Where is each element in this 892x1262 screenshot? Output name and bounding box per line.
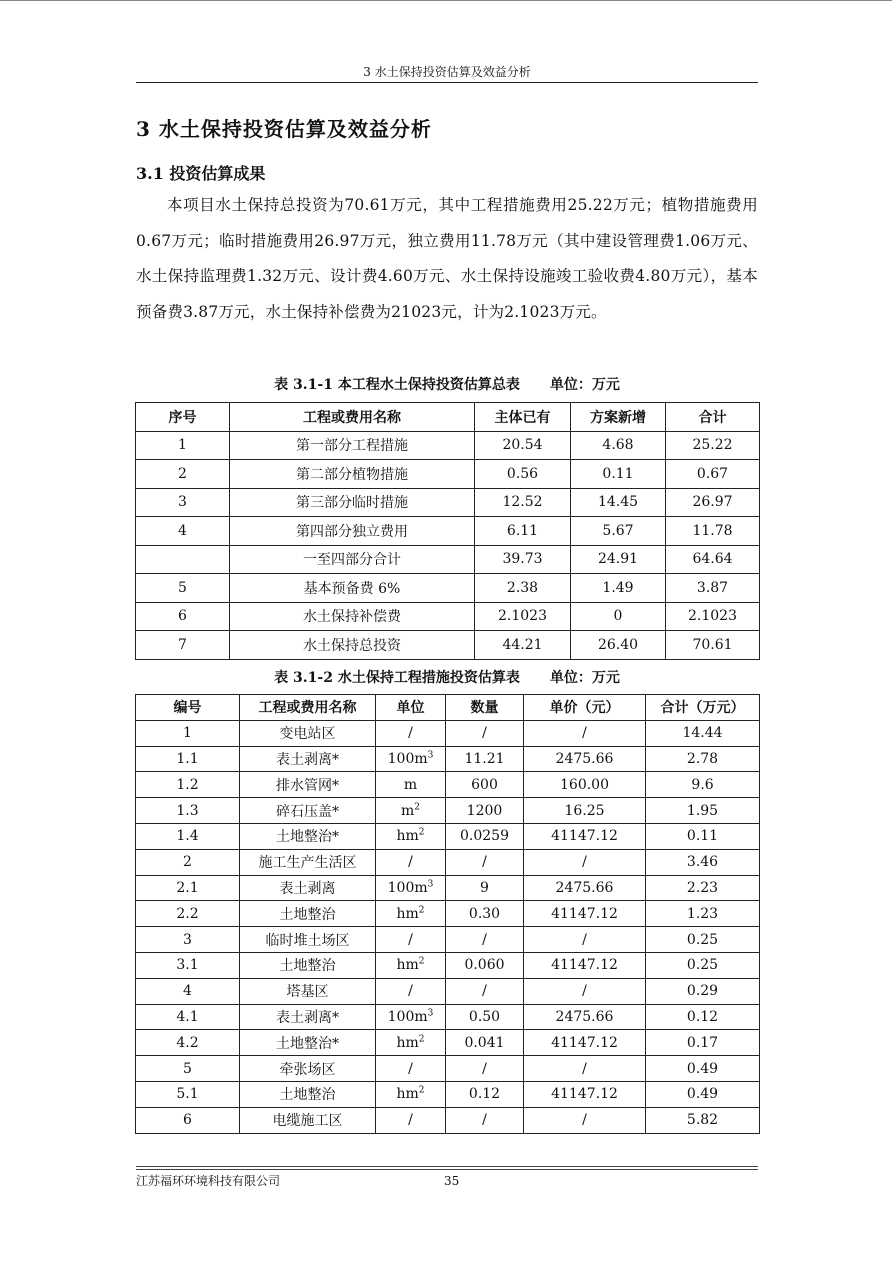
table-cell: 土地整治*: [240, 823, 376, 849]
table-cell: 160.00: [524, 772, 646, 798]
table-row: [136, 849, 760, 875]
table-cell: 600: [446, 772, 524, 798]
table-row: [136, 574, 760, 603]
table-cell: 0.12: [446, 1081, 524, 1107]
table-cell: 2: [136, 849, 240, 875]
table-cell: 0.0259: [446, 823, 524, 849]
col-header: 方案新增: [571, 403, 666, 432]
table-cell: 5.67: [571, 517, 666, 546]
table-cell: 施工生产生活区: [240, 849, 376, 875]
unit-text: hm: [396, 828, 419, 845]
footer-company: 江苏福环环境科技有限公司: [136, 1174, 281, 1188]
col-header: 数量: [446, 695, 524, 721]
table-row: [136, 746, 760, 772]
table-cell: [376, 849, 446, 875]
table-cell: 基本预备费 6%: [230, 574, 475, 603]
table-cell: 0.060: [446, 952, 524, 978]
table-cell: 5.82: [646, 1107, 760, 1133]
table-row: [136, 1081, 760, 1107]
table-cell: /: [524, 720, 646, 746]
table-cell: 0.12: [646, 1004, 760, 1030]
table-cell: 1.3: [136, 798, 240, 824]
table-cell: 0: [571, 602, 666, 631]
table-cell: 41147.12: [524, 1030, 646, 1056]
unit-exponent: 3: [427, 750, 434, 761]
col-header: 工程或费用名称: [240, 695, 376, 721]
col-header: 单位: [376, 695, 446, 721]
table-row: [136, 720, 760, 746]
table-cell: 14.45: [571, 488, 666, 517]
table-cell: 5.1: [136, 1081, 240, 1107]
unit-text: /: [408, 983, 413, 1000]
table-cell: /: [524, 849, 646, 875]
unit-exponent: 2: [414, 801, 420, 812]
page-number: 35: [444, 1174, 460, 1188]
table-row: [136, 602, 760, 631]
table-cell: 4.2: [136, 1030, 240, 1056]
table-cell: 0.17: [646, 1030, 760, 1056]
table-row: [136, 875, 760, 901]
table-cell: 1.95: [646, 798, 760, 824]
table-row: [136, 1056, 760, 1082]
table-cell: [376, 875, 446, 901]
unit-text: hm: [396, 957, 419, 974]
table-cell: /: [524, 978, 646, 1004]
table-cell: /: [446, 978, 524, 1004]
table-cell: 9: [446, 875, 524, 901]
table-cell: 表土剥离*: [240, 746, 376, 772]
table-cell: /: [524, 1056, 646, 1082]
table-cell: 1.4: [136, 823, 240, 849]
table-cell: 5: [136, 1056, 240, 1082]
chapter-title: 3 水土保持投资估算及效益分析: [136, 117, 432, 141]
table-cell: 土地整治: [240, 952, 376, 978]
unit-exponent: 2: [418, 956, 425, 967]
body-paragraph: 本项目水土保持总投资为70.61万元，其中工程措施费用25.22万元；植物措施费用0.67万元；临时措施费用26.97万元，独立费用11.78万元（其中建设管理费1.06万元、水土保持监理费1.32万元、设计费4.60万元、水土保持设施竣工验收费4.80万元），基本预备费3.87万元，水土保持补偿费为21023元，计为2.1023万元。: [136, 196, 758, 321]
table-cell: 表土剥离: [240, 875, 376, 901]
table-cell: 0.11: [571, 460, 666, 489]
table-cell: 0.25: [646, 952, 760, 978]
footer-rule: [136, 1166, 758, 1167]
table-cell: /: [446, 1107, 524, 1133]
table-cell: [376, 1081, 446, 1107]
table-cell: 20.54: [475, 431, 571, 460]
table-cell: 64.64: [666, 545, 760, 574]
unit-exponent: 3: [427, 1008, 434, 1019]
unit-text: /: [408, 725, 413, 742]
table-cell: 2.23: [646, 875, 760, 901]
table-cell: 3.1: [136, 952, 240, 978]
table-row: [136, 631, 760, 660]
table-cell: 0.67: [666, 460, 760, 489]
table-row: [136, 772, 760, 798]
table-cell: 2475.66: [524, 746, 646, 772]
table-cell: 土地整治: [240, 901, 376, 927]
col-header: 编号: [136, 695, 240, 721]
unit-text: /: [408, 854, 413, 871]
table-cell: 5: [136, 574, 230, 603]
table2-caption-title: 表 3.1-2 水土保持工程措施投资估算表: [274, 670, 520, 686]
table-cell: 39.73: [475, 545, 571, 574]
table-cell: [376, 1030, 446, 1056]
unit-exponent: 2: [418, 827, 425, 838]
table-cell: 3.87: [666, 574, 760, 603]
table-cell: 70.61: [666, 631, 760, 660]
table-cell: 水土保持补偿费: [230, 602, 475, 631]
table-cell: 2.1: [136, 875, 240, 901]
unit-text: /: [408, 1112, 413, 1129]
table-cell: 26.40: [571, 631, 666, 660]
unit-text: hm: [396, 905, 419, 922]
table-cell: 土地整治*: [240, 1030, 376, 1056]
table-cell: /: [446, 849, 524, 875]
table2-caption: [136, 669, 758, 687]
table-cell: 3.46: [646, 849, 760, 875]
table-row: [136, 517, 760, 546]
investment-summary-table: [135, 402, 760, 660]
table-cell: 0.30: [446, 901, 524, 927]
table-cell: 一至四部分合计: [230, 545, 475, 574]
table-cell: 9.6: [646, 772, 760, 798]
engineering-measures-table: [135, 694, 760, 1134]
table-cell: 25.22: [666, 431, 760, 460]
table-cell: 第三部分临时措施: [230, 488, 475, 517]
unit-text: hm: [396, 1034, 419, 1051]
table-cell: 0.25: [646, 927, 760, 953]
table-row: [136, 1107, 760, 1133]
table-row: [136, 488, 760, 517]
table-cell: 11.78: [666, 517, 760, 546]
table-cell: [376, 772, 446, 798]
table-cell: 1.1: [136, 746, 240, 772]
table-cell: [376, 901, 446, 927]
table-cell: 12.52: [475, 488, 571, 517]
table-row: [136, 901, 760, 927]
table-cell: 1200: [446, 798, 524, 824]
table-cell: 7: [136, 631, 230, 660]
table-cell: 第四部分独立费用: [230, 517, 475, 546]
table-cell: 1: [136, 431, 230, 460]
table-cell: 44.21: [475, 631, 571, 660]
table-cell: 0.49: [646, 1081, 760, 1107]
table-cell: 41147.12: [524, 952, 646, 978]
table-cell: 24.91: [571, 545, 666, 574]
table-cell: 26.97: [666, 488, 760, 517]
table-row: [136, 978, 760, 1004]
table-row: [136, 1030, 760, 1056]
table-cell: 0.29: [646, 978, 760, 1004]
col-header: 单价（元）: [524, 695, 646, 721]
table-cell: [376, 798, 446, 824]
table-cell: 土地整治: [240, 1081, 376, 1107]
table-cell: 2.1023: [475, 602, 571, 631]
table-cell: 16.25: [524, 798, 646, 824]
table-cell: 0.50: [446, 1004, 524, 1030]
table-cell: 1.49: [571, 574, 666, 603]
table-cell: 塔基区: [240, 978, 376, 1004]
table-cell: 1.23: [646, 901, 760, 927]
unit-text: m: [403, 776, 418, 793]
table-cell: 0.11: [646, 823, 760, 849]
table-cell: 表土剥离*: [240, 1004, 376, 1030]
table-cell: /: [446, 720, 524, 746]
table-cell: [376, 927, 446, 953]
table-row: [136, 927, 760, 953]
table-cell: 6.11: [475, 517, 571, 546]
table2-caption-unit: 单位：万元: [549, 670, 620, 686]
col-header: 合计（万元）: [646, 695, 760, 721]
table-cell: 电缆施工区: [240, 1107, 376, 1133]
table-cell: 4.68: [571, 431, 666, 460]
table-cell: 第一部分工程措施: [230, 431, 475, 460]
table-cell: /: [524, 1107, 646, 1133]
table-cell: [376, 746, 446, 772]
table-cell: 1.2: [136, 772, 240, 798]
table-cell: 临时堆土场区: [240, 927, 376, 953]
table-cell: [376, 1056, 446, 1082]
table-cell: [136, 545, 230, 574]
col-header: 序号: [136, 403, 230, 432]
table-cell: 排水管网*: [240, 772, 376, 798]
unit-exponent: 2: [418, 905, 425, 916]
unit-exponent: 2: [418, 1034, 425, 1045]
table-row: [136, 431, 760, 460]
table-cell: /: [446, 927, 524, 953]
table-cell: 牵张场区: [240, 1056, 376, 1082]
table-cell: /: [446, 1056, 524, 1082]
table-row: [136, 798, 760, 824]
table-cell: 41147.12: [524, 1081, 646, 1107]
table-cell: 2.1023: [666, 602, 760, 631]
table-cell: 0.041: [446, 1030, 524, 1056]
table-cell: 2475.66: [524, 875, 646, 901]
top-border: [0, 0, 892, 1]
table-cell: 14.44: [646, 720, 760, 746]
table-cell: [376, 1004, 446, 1030]
table-cell: 41147.12: [524, 901, 646, 927]
table-cell: 3: [136, 488, 230, 517]
table-cell: 3: [136, 927, 240, 953]
table-cell: [376, 978, 446, 1004]
table-cell: 4.1: [136, 1004, 240, 1030]
table1-caption-title: 表 3.1-1 本工程水土保持投资估算总表: [274, 377, 520, 393]
table-header-row: [136, 403, 760, 432]
table1-caption: [136, 376, 758, 394]
table-cell: 2.2: [136, 901, 240, 927]
table-cell: 2.38: [475, 574, 571, 603]
table-cell: 变电站区: [240, 720, 376, 746]
table-cell: 2.78: [646, 746, 760, 772]
table-cell: 6: [136, 602, 230, 631]
running-header: 3 水土保持投资估算及效益分析: [363, 65, 531, 79]
col-header: 主体已有: [475, 403, 571, 432]
unit-text: hm: [396, 1086, 419, 1103]
table-row: [136, 1004, 760, 1030]
table-cell: 0.56: [475, 460, 571, 489]
unit-text: 100m: [387, 1008, 428, 1025]
table-cell: 2: [136, 460, 230, 489]
table1-caption-unit: 单位：万元: [549, 377, 620, 393]
table-cell: [376, 823, 446, 849]
table-cell: 4: [136, 517, 230, 546]
table-cell: 碎石压盖*: [240, 798, 376, 824]
table-cell: 6: [136, 1107, 240, 1133]
table-row: [136, 545, 760, 574]
unit-text: 100m: [387, 879, 428, 896]
unit-text: /: [408, 1060, 413, 1077]
unit-text: /: [408, 931, 413, 948]
table-cell: 0.49: [646, 1056, 760, 1082]
col-header: 工程或费用名称: [230, 403, 475, 432]
footer-rule: [136, 1169, 758, 1170]
table-row: [136, 460, 760, 489]
table-cell: 第二部分植物措施: [230, 460, 475, 489]
table-cell: [376, 1107, 446, 1133]
table-cell: 2475.66: [524, 1004, 646, 1030]
header-rule: [136, 82, 758, 83]
section-title: 3.1 投资估算成果: [136, 164, 266, 183]
table-cell: /: [524, 927, 646, 953]
table-cell: [376, 952, 446, 978]
col-header: 合计: [666, 403, 760, 432]
table-row: [136, 823, 760, 849]
unit-text: 100m: [387, 750, 428, 767]
table-cell: 4: [136, 978, 240, 1004]
table-cell: 11.21: [446, 746, 524, 772]
table-cell: 水土保持总投资: [230, 631, 475, 660]
unit-text: m: [400, 802, 415, 819]
table-row: [136, 952, 760, 978]
table-cell: 1: [136, 720, 240, 746]
unit-exponent: 2: [418, 1085, 425, 1096]
table-header-row: [136, 695, 760, 721]
table-cell: [376, 720, 446, 746]
unit-exponent: 3: [427, 879, 434, 890]
table-cell: 41147.12: [524, 823, 646, 849]
